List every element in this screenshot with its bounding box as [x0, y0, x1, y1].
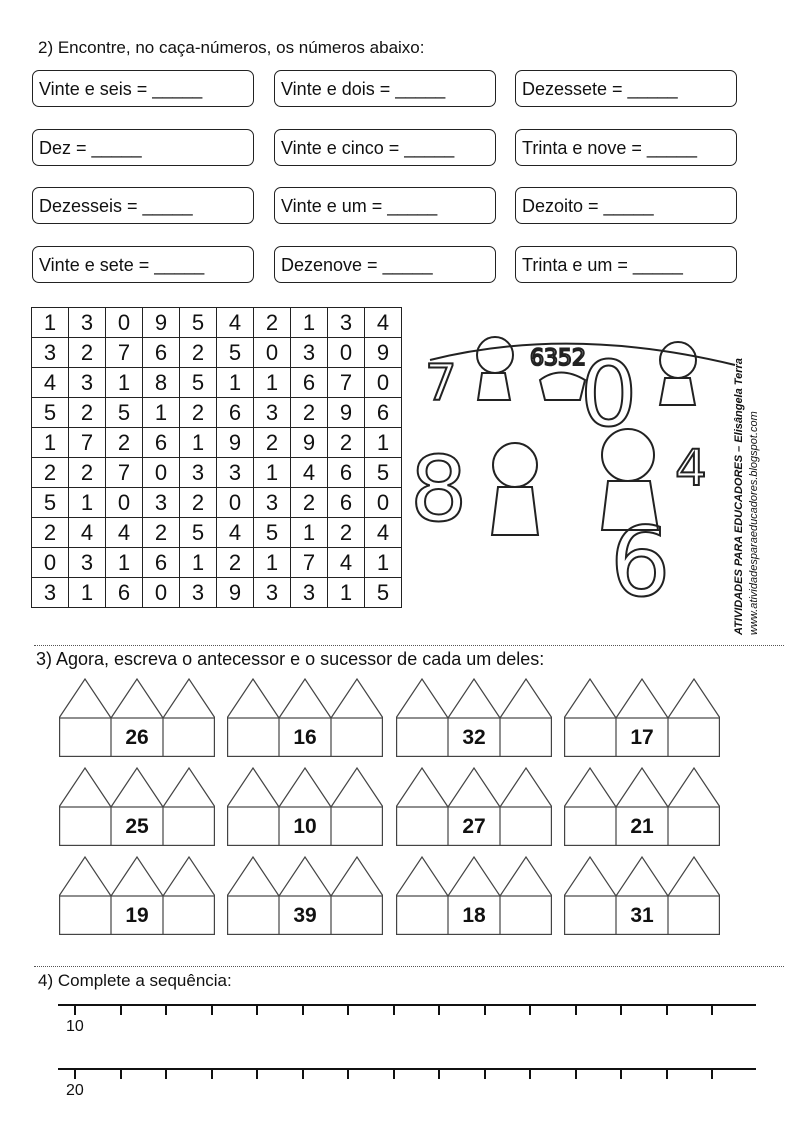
- grid-cell[interactable]: 0: [365, 368, 402, 398]
- grid-cell[interactable]: 2: [180, 488, 217, 518]
- number-line-start: 10: [66, 1018, 84, 1035]
- credit-title: ATIVIDADES PARA EDUCADORES – Elisângela Terra: [733, 358, 745, 635]
- grid-cell[interactable]: 4: [328, 548, 365, 578]
- grid-cell[interactable]: 8: [143, 368, 180, 398]
- number-line-tick: [256, 1068, 258, 1079]
- house-center-number: 21: [630, 815, 654, 838]
- grid-cell[interactable]: 3: [180, 578, 217, 608]
- house-center-number: 16: [293, 726, 317, 749]
- number-line-tick: [529, 1068, 531, 1079]
- grid-cell[interactable]: 3: [254, 578, 291, 608]
- grid-cell[interactable]: 5: [180, 308, 217, 338]
- grid-cell[interactable]: 0: [106, 308, 143, 338]
- house-center-number: 25: [125, 815, 149, 838]
- house-number-card[interactable]: [227, 678, 383, 757]
- grid-cell[interactable]: 3: [143, 488, 180, 518]
- number-line-tick: [120, 1068, 122, 1079]
- number-word-box[interactable]: Trinta e um = _____: [515, 246, 737, 283]
- grid-row: [32, 368, 402, 398]
- grid-cell[interactable]: 0: [328, 338, 365, 368]
- number-line-tick: [575, 1068, 577, 1079]
- number-line-tick: [165, 1004, 167, 1015]
- number-line-tick: [302, 1068, 304, 1079]
- grid-cell[interactable]: 9: [328, 398, 365, 428]
- grid-cell[interactable]: 6: [328, 488, 365, 518]
- grid-cell[interactable]: 0: [106, 488, 143, 518]
- grid-cell[interactable]: 2: [328, 428, 365, 458]
- number-word-box[interactable]: Vinte e sete = _____: [32, 246, 254, 283]
- grid-row: [32, 428, 402, 458]
- grid-cell[interactable]: 7: [69, 428, 106, 458]
- credit-text: [732, 300, 772, 635]
- grid-cell[interactable]: 2: [106, 428, 143, 458]
- grid-cell[interactable]: 2: [180, 338, 217, 368]
- number-line-tick: [393, 1004, 395, 1015]
- number-line-tick: [211, 1068, 213, 1079]
- house-number-card[interactable]: [564, 678, 720, 757]
- grid-cell[interactable]: 1: [180, 428, 217, 458]
- grid-cell[interactable]: 3: [32, 338, 69, 368]
- grid-cell[interactable]: 6: [217, 398, 254, 428]
- svg-text:0: 0: [580, 342, 638, 447]
- grid-cell[interactable]: 1: [328, 578, 365, 608]
- house-number-card[interactable]: [396, 678, 552, 757]
- grid-cell[interactable]: 6: [328, 458, 365, 488]
- number-line-tick: [302, 1004, 304, 1015]
- grid-cell[interactable]: 7: [106, 458, 143, 488]
- grid-row: [32, 458, 402, 488]
- number-line-tick: [393, 1068, 395, 1079]
- grid-cell[interactable]: 1: [32, 428, 69, 458]
- number-line-tick: [711, 1068, 713, 1079]
- section-divider: [34, 645, 784, 646]
- house-number-card[interactable]: [564, 856, 720, 935]
- number-line[interactable]: [58, 1004, 756, 1024]
- grid-row: [32, 578, 402, 608]
- grid-cell[interactable]: 6: [365, 398, 402, 428]
- grid-cell[interactable]: 0: [254, 338, 291, 368]
- house-number-card[interactable]: [59, 678, 215, 757]
- house-center-number: 27: [462, 815, 486, 838]
- number-line-tick: [347, 1068, 349, 1079]
- house-center-number: 39: [293, 904, 317, 927]
- grid-cell[interactable]: 5: [106, 398, 143, 428]
- grid-cell[interactable]: 9: [143, 308, 180, 338]
- house-number-card[interactable]: [59, 856, 215, 935]
- house-center-number: 17: [630, 726, 654, 749]
- grid-cell[interactable]: 3: [291, 578, 328, 608]
- svg-text:7: 7: [425, 354, 457, 412]
- grid-cell[interactable]: 1: [106, 548, 143, 578]
- house-center-number: 10: [293, 815, 317, 838]
- number-word-box[interactable]: Vinte e seis = _____: [32, 70, 254, 107]
- grid-cell[interactable]: 3: [217, 458, 254, 488]
- grid-cell[interactable]: 2: [69, 398, 106, 428]
- number-line-start: 20: [66, 1082, 84, 1099]
- grid-cell[interactable]: 3: [180, 458, 217, 488]
- svg-text:4: 4: [675, 439, 707, 497]
- grid-cell[interactable]: 9: [365, 338, 402, 368]
- grid-cell[interactable]: 3: [254, 398, 291, 428]
- grid-cell[interactable]: 3: [69, 308, 106, 338]
- number-line-tick: [620, 1068, 622, 1079]
- number-line-tick: [438, 1004, 440, 1015]
- house-number-card[interactable]: [59, 767, 215, 846]
- grid-cell[interactable]: 1: [291, 518, 328, 548]
- grid-cell[interactable]: 3: [69, 368, 106, 398]
- number-word-box[interactable]: Dezoito = _____: [515, 187, 737, 224]
- grid-cell[interactable]: 1: [254, 458, 291, 488]
- grid-cell[interactable]: 3: [291, 338, 328, 368]
- svg-text:8: 8: [410, 437, 468, 542]
- number-word-box[interactable]: Vinte e um = _____: [274, 187, 496, 224]
- grid-cell[interactable]: 4: [106, 518, 143, 548]
- grid-cell[interactable]: 5: [180, 368, 217, 398]
- grid-cell[interactable]: 4: [69, 518, 106, 548]
- grid-cell[interactable]: 3: [328, 308, 365, 338]
- number-line[interactable]: [58, 1068, 756, 1088]
- number-word-box[interactable]: Trinta e nove = _____: [515, 129, 737, 166]
- house-number-card[interactable]: [396, 856, 552, 935]
- house-center-number: 31: [630, 904, 654, 927]
- svg-text:6352: 6352: [530, 346, 586, 371]
- grid-cell[interactable]: 5: [254, 518, 291, 548]
- number-line-tick: [666, 1004, 668, 1015]
- grid-cell[interactable]: 6: [143, 428, 180, 458]
- svg-text:6: 6: [610, 508, 671, 605]
- grid-cell[interactable]: 0: [143, 458, 180, 488]
- grid-cell[interactable]: 4: [217, 518, 254, 548]
- grid-row: [32, 518, 402, 548]
- grid-cell[interactable]: 0: [32, 548, 69, 578]
- number-line-tick: [165, 1068, 167, 1079]
- grid-cell[interactable]: 1: [106, 368, 143, 398]
- grid-cell[interactable]: 1: [217, 368, 254, 398]
- number-line-tick: [120, 1004, 122, 1015]
- number-word-box[interactable]: Dezenove = _____: [274, 246, 496, 283]
- grid-cell[interactable]: 9: [217, 578, 254, 608]
- number-line-tick: [666, 1068, 668, 1079]
- number-line-tick: [484, 1068, 486, 1079]
- number-word-box[interactable]: Vinte e cinco = _____: [274, 129, 496, 166]
- grid-cell[interactable]: 3: [254, 488, 291, 518]
- number-line-tick: [620, 1004, 622, 1015]
- grid-cell[interactable]: 6: [143, 548, 180, 578]
- house-number-card[interactable]: [227, 856, 383, 935]
- grid-cell[interactable]: 0: [365, 488, 402, 518]
- grid-cell[interactable]: 1: [365, 548, 402, 578]
- number-line-tick: [529, 1004, 531, 1015]
- grid-cell[interactable]: 3: [32, 578, 69, 608]
- grid-cell[interactable]: 2: [32, 458, 69, 488]
- grid-cell[interactable]: 4: [217, 308, 254, 338]
- grid-cell[interactable]: 2: [254, 428, 291, 458]
- grid-cell[interactable]: 6: [291, 368, 328, 398]
- number-line-tick: [211, 1004, 213, 1015]
- house-number-card[interactable]: [564, 767, 720, 846]
- section2-heading: 2) Encontre, no caça-números, os números abaixo:: [38, 38, 425, 57]
- number-line-tick: [484, 1004, 486, 1015]
- grid-cell[interactable]: 4: [365, 308, 402, 338]
- grid-cell[interactable]: 6: [106, 578, 143, 608]
- grid-cell[interactable]: 4: [32, 368, 69, 398]
- house-center-number: 32: [462, 726, 486, 749]
- section4-heading: 4) Complete a sequência:: [38, 971, 232, 990]
- grid-cell[interactable]: 1: [291, 308, 328, 338]
- grid-cell[interactable]: 5: [180, 518, 217, 548]
- grid-cell[interactable]: 9: [217, 428, 254, 458]
- house-center-number: 26: [125, 726, 149, 749]
- grid-cell[interactable]: 3: [69, 548, 106, 578]
- grid-cell[interactable]: 2: [328, 518, 365, 548]
- grid-cell[interactable]: 0: [143, 578, 180, 608]
- number-word-box[interactable]: Dez = _____: [32, 129, 254, 166]
- grid-cell[interactable]: 2: [69, 338, 106, 368]
- grid-cell[interactable]: 2: [291, 398, 328, 428]
- grid-cell[interactable]: 1: [69, 488, 106, 518]
- grid-cell[interactable]: 1: [32, 308, 69, 338]
- grid-cell[interactable]: 1: [254, 548, 291, 578]
- number-line-tick: [347, 1004, 349, 1015]
- grid-cell[interactable]: 7: [106, 338, 143, 368]
- grid-cell[interactable]: 1: [254, 368, 291, 398]
- grid-cell[interactable]: 7: [291, 548, 328, 578]
- grid-row: [32, 398, 402, 428]
- grid-cell[interactable]: 5: [365, 458, 402, 488]
- grid-cell[interactable]: 2: [69, 458, 106, 488]
- grid-cell[interactable]: 2: [217, 548, 254, 578]
- grid-cell[interactable]: 5: [217, 338, 254, 368]
- section3-heading: 3) Agora, escreva o antecessor e o sucessor de cada um deles:: [36, 649, 545, 669]
- grid-cell[interactable]: 2: [291, 488, 328, 518]
- grid-cell[interactable]: 4: [291, 458, 328, 488]
- section-divider: [34, 966, 784, 967]
- number-line-tick: [438, 1068, 440, 1079]
- grid-cell[interactable]: 2: [143, 518, 180, 548]
- grid-cell[interactable]: 2: [180, 398, 217, 428]
- number-line-tick: [256, 1004, 258, 1015]
- grid-cell[interactable]: 5: [32, 488, 69, 518]
- house-number-card[interactable]: [396, 767, 552, 846]
- grid-cell[interactable]: 6: [143, 338, 180, 368]
- grid-row: [32, 338, 402, 368]
- grid-cell[interactable]: 0: [217, 488, 254, 518]
- grid-cell[interactable]: 2: [254, 308, 291, 338]
- grid-cell[interactable]: 2: [32, 518, 69, 548]
- house-number-card[interactable]: [227, 767, 383, 846]
- grid-cell[interactable]: 7: [328, 368, 365, 398]
- grid-cell[interactable]: 4: [365, 518, 402, 548]
- grid-cell[interactable]: 5: [365, 578, 402, 608]
- number-line-tick: [711, 1004, 713, 1015]
- number-word-box[interactable]: Vinte e dois = _____: [274, 70, 496, 107]
- grid-cell[interactable]: 1: [365, 428, 402, 458]
- grid-cell[interactable]: 1: [143, 398, 180, 428]
- house-center-number: 19: [125, 904, 149, 927]
- number-word-box[interactable]: Dezessete = _____: [515, 70, 737, 107]
- number-search-grid: [31, 307, 402, 608]
- number-line-tick: [74, 1004, 76, 1015]
- grid-row: [32, 308, 402, 338]
- grid-row: [32, 548, 402, 578]
- house-center-number: 18: [462, 904, 486, 927]
- children-with-numbers-illustration: [410, 305, 740, 605]
- grid-cell[interactable]: 1: [180, 548, 217, 578]
- grid-cell[interactable]: 5: [32, 398, 69, 428]
- number-line-tick: [575, 1004, 577, 1015]
- credit-url: www.atividadesparaeducadores.blogspot.com: [748, 411, 760, 635]
- number-line-tick: [74, 1068, 76, 1079]
- grid-cell[interactable]: 1: [69, 578, 106, 608]
- grid-row: [32, 488, 402, 518]
- grid-cell[interactable]: 9: [291, 428, 328, 458]
- number-word-box[interactable]: Dezesseis = _____: [32, 187, 254, 224]
